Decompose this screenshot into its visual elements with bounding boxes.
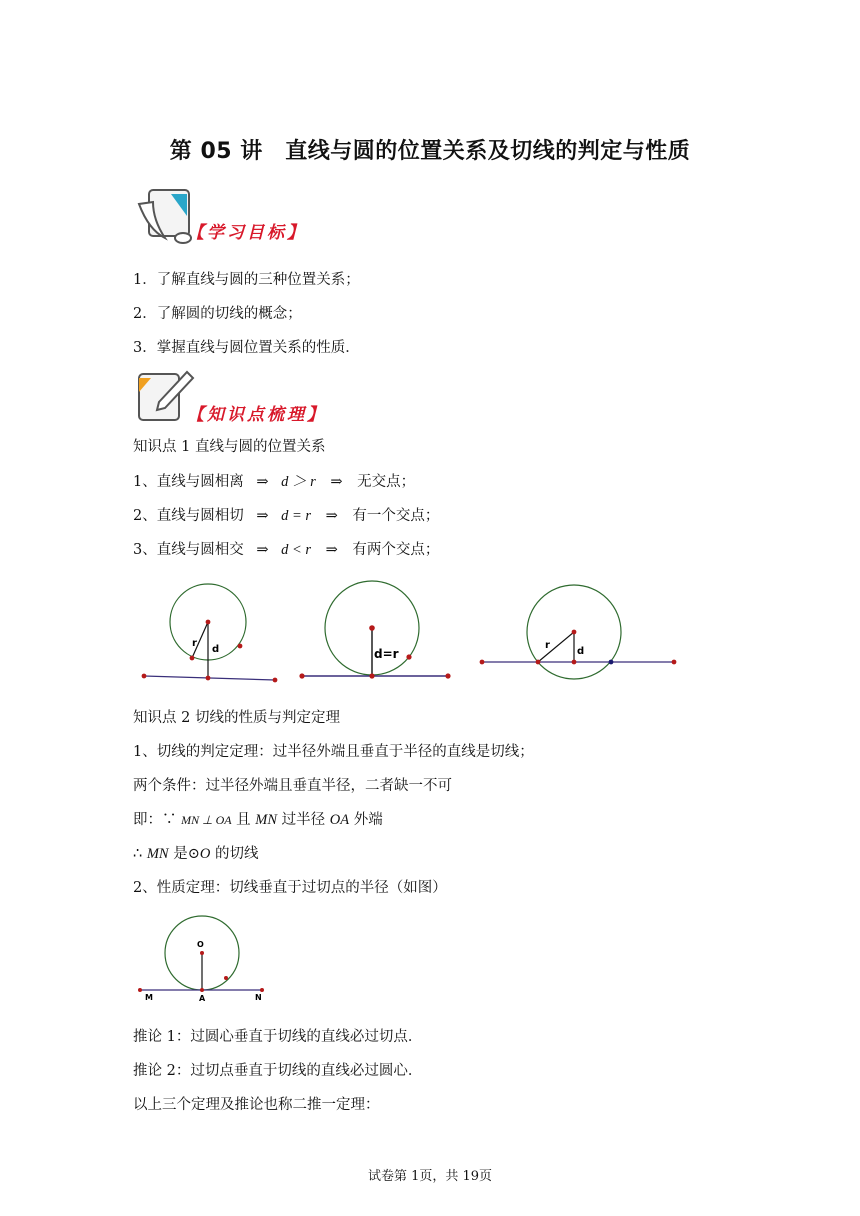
- notepad-pencil-icon: [135, 366, 195, 424]
- relation-result: 有一个交点；: [352, 508, 440, 524]
- center-point: [200, 951, 204, 955]
- point: [406, 654, 411, 659]
- goal-item-1: 1．了解直线与圆的三种位置关系；: [133, 272, 360, 288]
- relation-label: 3、直线与圆相交: [133, 542, 249, 558]
- point: [299, 673, 304, 678]
- point: [480, 660, 485, 665]
- relation-label: 2、直线与圆相切: [133, 508, 249, 524]
- corollary-1: 推论 1：过圆心垂直于切线的直线必过切点．: [133, 1029, 423, 1045]
- corollary-2: 推论 2：过切点垂直于切线的直线必过圆心．: [133, 1063, 423, 1079]
- center-point: [572, 630, 577, 635]
- goal-item-3: 3．掌握直线与圆位置关系的性质．: [133, 340, 360, 356]
- implies-symbol: ⇒: [256, 474, 269, 490]
- kp1-heading: 知识点 1 直线与圆的位置关系: [133, 439, 326, 455]
- r-label: r: [545, 640, 550, 651]
- page-footer: 试卷第 1页，共 19页: [367, 1169, 493, 1184]
- radius-segment: [538, 632, 574, 662]
- relation-row-2: [133, 506, 439, 526]
- since-symbol: 即：∵: [133, 812, 182, 828]
- relation-row-1: [133, 472, 415, 492]
- math-oa: OA: [329, 812, 350, 828]
- goal-item-2: 2．了解圆的切线的概念；: [133, 306, 302, 322]
- relation-label: 1、直线与圆相离: [133, 474, 249, 490]
- point: [445, 673, 450, 678]
- relation-result: 无交点；: [357, 474, 416, 490]
- point: [190, 656, 195, 661]
- o-label: O: [197, 940, 204, 949]
- two-implies-one-note: 以上三个定理及推论也称二推一定理：: [133, 1097, 380, 1113]
- math-mn: MN: [146, 846, 169, 862]
- learning-goals-badge: 【学习目标】: [187, 223, 307, 243]
- point: [672, 660, 677, 665]
- since-statement: [133, 810, 383, 830]
- tangent-point: [200, 988, 204, 992]
- r-label: r: [192, 638, 197, 649]
- point: [273, 678, 278, 683]
- point: [224, 976, 228, 980]
- intersection-point: [609, 660, 614, 665]
- center-point: [206, 620, 211, 625]
- implies-symbol: ⇒: [256, 542, 269, 558]
- math-mn: MN: [255, 812, 278, 828]
- property-theorem: 2、性质定理：切线垂直于过切点的半径（如图）: [133, 880, 447, 896]
- point: [142, 674, 147, 679]
- relation-condition: d = r: [281, 508, 312, 524]
- d-label: d: [212, 644, 220, 655]
- perpendicular-condition: MN ⊥ OA: [181, 813, 232, 827]
- tangent-criterion: 1、切线的判定定理：过半径外端且垂直于半径的直线是切线；: [133, 744, 534, 760]
- implies-symbol: ⇒: [325, 542, 338, 558]
- therefore-statement: [133, 844, 258, 864]
- therefore-symbol: ∴: [133, 846, 147, 862]
- tangent-figure: [299, 581, 450, 679]
- scroll-quill-icon: [135, 186, 195, 246]
- center-point: [369, 625, 375, 631]
- relation-result: 有两个交点；: [352, 542, 440, 558]
- separate-figure: [142, 584, 278, 682]
- relation-row-3: [133, 540, 439, 560]
- implies-symbol: ⇒: [256, 508, 269, 524]
- tangent-property-figure: [134, 910, 274, 1006]
- text: 且: [231, 812, 256, 828]
- a-label: A: [199, 994, 206, 1003]
- relation-condition: d < r: [281, 542, 312, 558]
- point: [238, 644, 243, 649]
- n-label: N: [255, 993, 262, 1002]
- foot-point: [206, 676, 211, 681]
- m-label: M: [145, 993, 153, 1002]
- text: 过半径: [277, 812, 330, 828]
- knowledge-points-header: [135, 366, 355, 426]
- d-label: d: [577, 646, 585, 657]
- intersection-point: [536, 660, 541, 665]
- knowledge-points-badge: 【知识点梳理】: [187, 405, 327, 425]
- foot-point: [572, 660, 577, 665]
- text: 是⊙: [168, 846, 200, 862]
- point: [138, 988, 142, 992]
- text: 外端: [349, 812, 383, 828]
- two-conditions: 两个条件：过半径外端且垂直半径，二者缺一不可: [133, 778, 452, 794]
- tangent-point: [369, 673, 374, 678]
- page-title: 第 05 讲 直线与圆的位置关系及切线的判定与性质: [169, 139, 691, 164]
- kp2-heading: 知识点 2 切线的性质与判定定理: [133, 710, 340, 726]
- intersect-figure: [480, 585, 677, 679]
- relation-condition: d ＞ r: [281, 474, 316, 490]
- math-o: O: [199, 846, 211, 862]
- d-eq-r-label: d=r: [374, 647, 399, 661]
- line-circle-relations-figure: [130, 578, 690, 690]
- text: 的切线: [210, 846, 259, 862]
- learning-goals-header: [135, 186, 325, 248]
- implies-symbol: ⇒: [330, 474, 343, 490]
- implies-symbol: ⇒: [325, 508, 338, 524]
- point: [260, 988, 264, 992]
